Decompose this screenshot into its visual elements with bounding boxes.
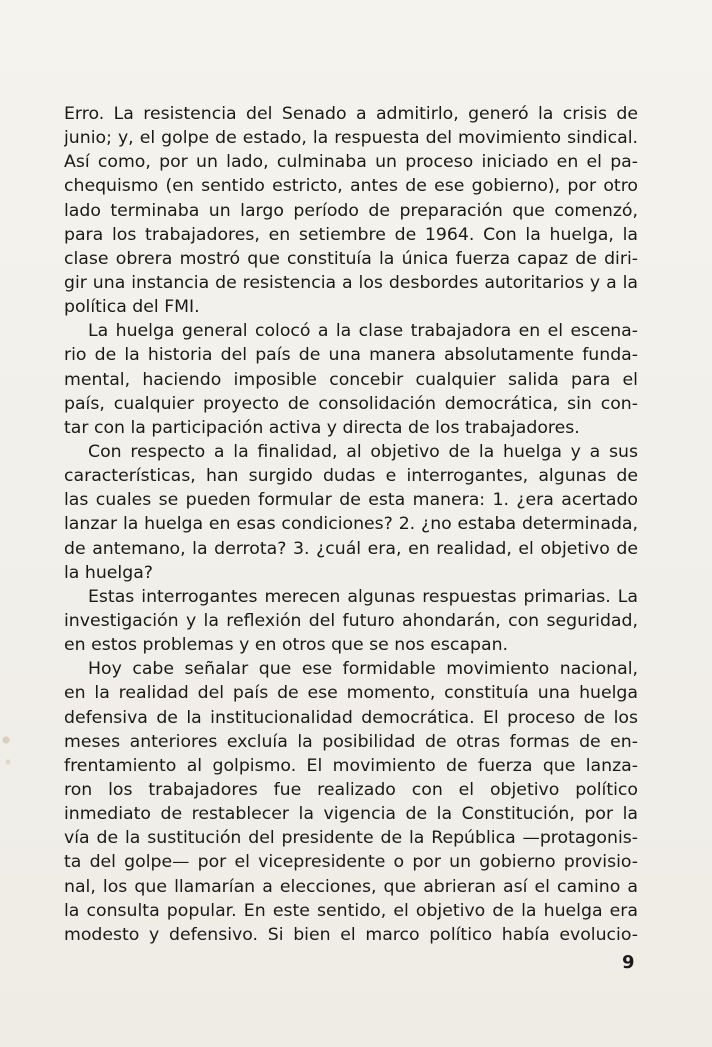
text-line: Erro. La resistencia del Senado a admitirlo, generó la crisis de	[64, 104, 638, 124]
text-line: las cuales se pueden formular de esta manera: 1. ¿era acertado	[64, 490, 638, 511]
text-line: tar con la participación activa y directa de los trabajadores.	[64, 417, 580, 438]
text-line: meses anteriores excluía la posibilidad de otras formas de en-	[64, 731, 638, 752]
text-line: en la realidad del país de ese momento, constituía una huelga	[64, 683, 638, 704]
text-line: Hoy cabe señalar que ese formidable movimiento nacional,	[88, 659, 638, 680]
text-line: política del FMI.	[64, 297, 200, 318]
text-line: gir una instancia de resistencia a los desbordes autoritarios y a la	[64, 272, 638, 293]
text-line: ta del golpe— por el vicepresidente o por un gobierno provisio-	[64, 852, 638, 873]
text-line: Estas interrogantes merecen algunas respuestas primarias. La	[88, 586, 638, 607]
text-line: La huelga general colocó a la clase trabajadora en el escena-	[88, 321, 638, 342]
text-line: inmediato de restablecer la vigencia de la Constitución, por la	[64, 804, 638, 825]
text-line: modesto y defensivo. Si bien el marco político había evolucio-	[64, 924, 638, 945]
text-line: la consulta popular. En este sentido, el objetivo de la huelga era	[64, 900, 638, 921]
text-line: junio; y, el golpe de estado, la respuesta del movimiento sindical.	[64, 128, 638, 149]
text-line: frentamiento al golpismo. El movimiento de fuerza que lanza-	[64, 755, 638, 776]
paper-stain	[0, 700, 14, 810]
text-line: en estos problemas y en otros que se nos escapan.	[64, 635, 509, 656]
body-text	[64, 102, 638, 947]
text-line: Con respecto a la finalidad, al objetivo de la huelga y a sus	[88, 441, 638, 462]
text-line: lanzar la huelga en esas condiciones? 2. ¿no estaba determinada,	[64, 514, 638, 535]
text-line: país, cualquier proyecto de consolidación democrática, sin con-	[64, 393, 638, 414]
text-line: nal, los que llamarían a elecciones, que abrieran así el camino a	[64, 876, 638, 897]
page-number: 9	[622, 952, 635, 973]
text-line: para los trabajadores, en setiembre de 1964. Con la huelga, la	[64, 224, 638, 245]
text-line: de antemano, la derrota? 3. ¿cuál era, en realidad, el objetivo de	[64, 538, 638, 559]
text-line: investigación y la reflexión del futuro ahondarán, con seguridad,	[64, 610, 638, 631]
text-line: vía de la sustitución del presidente de la República —protagonis-	[64, 828, 638, 849]
text-line: Así como, por un lado, culminaba un proceso iniciado en el pa-	[64, 152, 638, 173]
text-line: la huelga?	[64, 562, 153, 583]
text-line: mental, haciendo imposible concebir cualquier salida para el	[64, 369, 638, 390]
text-line: ron los trabajadores fue realizado con el objetivo político	[64, 779, 638, 800]
text-line: características, han surgido dudas e interrogantes, algunas de	[64, 466, 638, 487]
text-line: defensiva de la institucionalidad democrática. El proceso de los	[64, 707, 638, 728]
text-line: chequismo (en sentido estricto, antes de ese gobierno), por otro	[64, 176, 638, 197]
text-line: clase obrera mostró que constituía la única fuerza capaz de diri-	[64, 248, 638, 269]
text-line: lado terminaba un largo período de preparación que comenzó,	[64, 200, 638, 221]
text-line: rio de la historia del país de una manera absolutamente funda-	[64, 345, 638, 366]
